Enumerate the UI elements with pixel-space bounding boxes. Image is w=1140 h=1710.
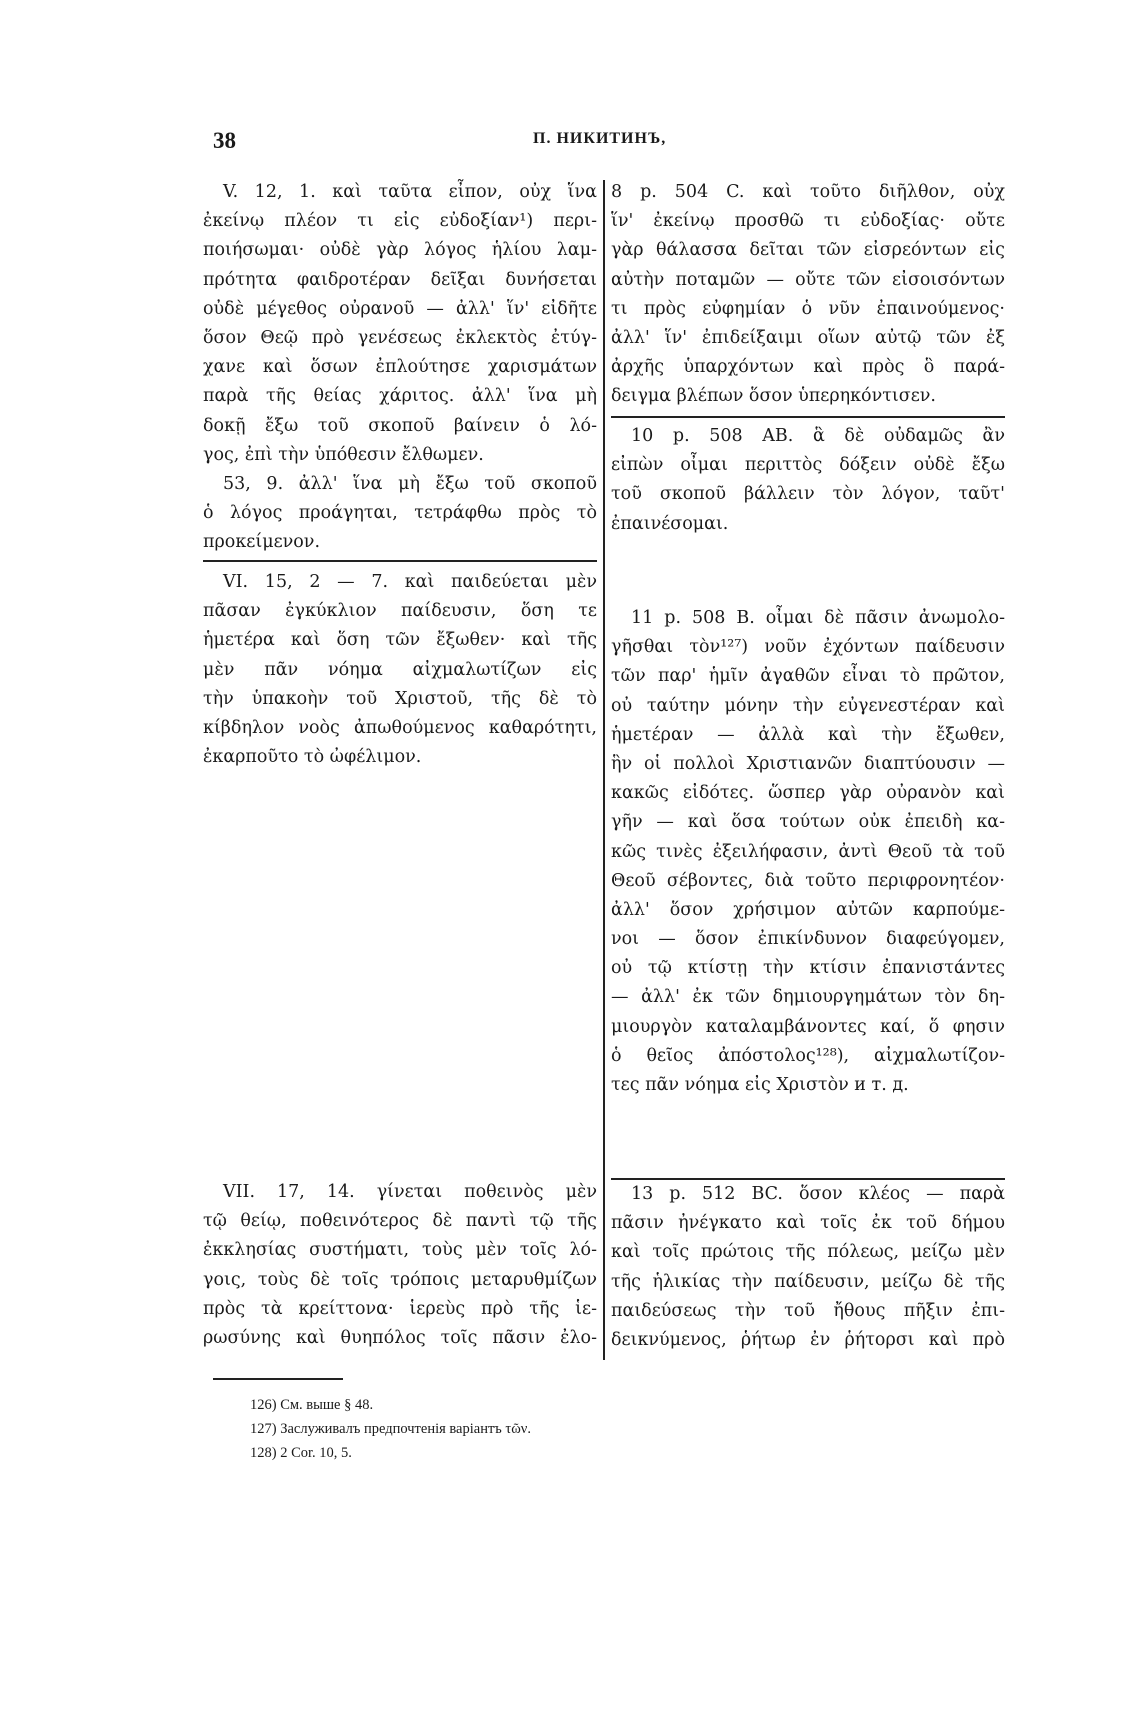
section-rule — [611, 416, 1005, 418]
text-line: ὁ θεῖος ἀπόστολος¹²⁸), αἰχμαλωτίζον- — [611, 1045, 1005, 1066]
text-line: παρὰ τῆς θείας χάριτος. ἀλλ' ἵνα μὴ — [203, 386, 597, 407]
text-line: πρὸς τὰ κρείττονα· ἱερεὺς πρὸ τῆς ἱε- — [203, 1298, 597, 1319]
text-line: γος, ἐπὶ τὴν ὑπόθεσιν ἔλθωμεν. — [203, 444, 484, 465]
text-line: οὐ τῷ κτίστῃ τὴν κτίσιν ἐπανιστάντες — [611, 958, 1005, 979]
section-vi — [203, 568, 597, 772]
text-line: ἐκαρποῦτο τὸ ὠφέλιμον. — [203, 747, 422, 768]
text-line: πᾶσαν ἐγκύκλιον παίδευσιν, ὅση τε — [203, 601, 597, 622]
text-line: πρότητα φαιδροτέραν δεῖξαι δυνήσεται — [203, 269, 597, 290]
text-line: κακῶς εἰδότες. ὥσπερ γὰρ οὐρανὸν καὶ — [611, 783, 1005, 804]
text-line: ἣν οἱ πολλοὶ Χριστιανῶν διαπτύουσιν — — [611, 753, 1005, 774]
text-line: γὰρ θάλασσα δεῖται τῶν εἰσρεόντων εἰς — [611, 240, 1005, 261]
text-line: ἀλλ' ἵν' ἐπιδείξαιμι οἵων αὐτῷ τῶν ἐξ — [611, 327, 1005, 348]
text-line: αὐτὴν ποταμῶν — οὔτε τῶν εἰσοισόντων — [611, 269, 1005, 290]
text-line: τῆς ἡλικίας τὴν παίδευσιν, μείζω δὲ τῆς — [611, 1271, 1005, 1292]
text-line: γῆσθαι τὸν¹²⁷) νοῦν ἐχόντων παίδευσιν — [611, 637, 1005, 658]
column-divider — [603, 180, 605, 1360]
text-line: ἡμετέραν — ἀλλὰ καὶ τὴν ἔξωθεν, — [611, 724, 1005, 745]
text-line: τες πᾶν νόημα εἰς Χριστὸν и т. д. — [611, 1075, 909, 1095]
text-line: V. 12, 1. καὶ ταῦτα εἶπον, οὐχ ἵνα — [223, 182, 597, 202]
text-line: νοι — ὅσον ἐπικίνδυνον διαφεύγομεν, — [611, 929, 1005, 950]
text-line: γοις, τοὺς δὲ τοῖς τρόποις μεταρυθμίζων — [203, 1269, 597, 1290]
right-column — [611, 178, 1005, 1358]
text-line: τι πρὸς εὐφημίαν ὁ νῦν ἐπαινούμενος· — [611, 298, 1005, 319]
text-line: VII. 17, 14. γίνεται ποθεινὸς μὲν — [223, 1182, 597, 1202]
text-line: ρωσύνης καὶ θυηπόλος τοῖς πᾶσιν ἐλο- — [203, 1327, 597, 1348]
section-v — [203, 178, 597, 557]
text-line: γῆν — καὶ ὅσα τούτων οὐκ ἐπειδὴ κα- — [611, 812, 1005, 833]
text-line: κῶς τινὲς ἐξειλήφασιν, ἀντὶ Θεοῦ τὰ τοῦ — [611, 841, 1005, 862]
section-10 — [611, 422, 1005, 539]
text-line: ἡμετέρα καὶ ὅση τῶν ἔξωθεν· καὶ τῆς — [203, 630, 597, 651]
text-line: ὅσον Θεῷ πρὸ γενέσεως ἐκλεκτὸς ἐτύγ- — [203, 327, 597, 348]
text-line: ἀρχῆς ὑπαρχόντων καὶ πρὸς ὃ παρά- — [611, 357, 1005, 378]
text-line: καὶ τοῖς πρώτοις τῆς πόλεως, μείζω μὲν — [611, 1242, 1005, 1263]
text-line: 11 p. 508 B. οἶμαι δὲ πᾶσιν ἀνωμολο- — [631, 608, 1005, 628]
text-line: δοκῇ ἔξω τοῦ σκοποῦ βαίνειν ὁ λό- — [203, 415, 597, 436]
section-vii — [203, 1178, 597, 1353]
text-line: χανε καὶ ὅσων ἐπλούτησε χαρισμάτων — [203, 357, 597, 378]
text-line: μὲν πᾶν νόημα αἰχμαλωτίζων εἰς — [203, 659, 597, 680]
text-line: εἰπὼν οἶμαι περιττὸς δόξειν οὐδὲ ἔξω — [611, 455, 1005, 476]
text-line: οὐ ταύτην μόνην τὴν εὐγενεστέραν καὶ — [611, 695, 1005, 716]
text-line: ποιήσωμαι· οὐδὲ γὰρ λόγος ἡλίου λαμ- — [203, 240, 597, 261]
text-line: τῶν παρ' ἡμῖν ἀγαθῶν εἶναι τὸ πρῶτον, — [611, 666, 1005, 687]
section-8 — [611, 178, 1005, 412]
text-line: Θεοῦ σέβοντες, διὰ τοῦτο περιφρονητέον· — [611, 870, 1005, 891]
text-line: μιουργὸν καταλαμβάνοντες καί, ὅ φησιν — [611, 1016, 1005, 1037]
text-line: — ἀλλ' ἐκ τῶν δημιουργημάτων τὸν δη- — [611, 987, 1005, 1008]
text-line: τὴν ὑπακοὴν τοῦ Χριστοῦ, τῆς δὲ τὸ — [203, 688, 597, 709]
footnote-rule — [213, 1378, 343, 1380]
text-line: 10 p. 508 AB. ἃ δὲ οὐδαμῶς ἂν — [631, 426, 1005, 446]
text-line: ἀλλ' ὅσον χρήσιμον αὐτῶν καρπούμε- — [611, 899, 1005, 920]
page-number: 38 — [213, 128, 236, 153]
text-line: οὐδὲ μέγεθος οὐρανοῦ — ἀλλ' ἵν' εἰδῆτε — [203, 298, 597, 319]
text-line: παιδεύσεως τὴν τοῦ ἤθους πῆξιν ἐπι- — [611, 1300, 1005, 1321]
text-line: ἐκείνῳ πλέον τι εἰς εὐδοξίαν¹) περι- — [203, 211, 597, 232]
left-column — [203, 178, 597, 1358]
section-11 — [611, 604, 1005, 1100]
text-line: τῷ θείῳ, ποθεινότερος δὲ παντὶ τῷ τῆς — [203, 1211, 597, 1232]
text-line: δειγμα βλέπων ὅσον ὑπερηκόντισεν. — [611, 386, 936, 407]
text-line: 8 p. 504 C. καὶ τοῦτο διῆλθον, οὐχ — [611, 182, 1005, 202]
text-line: ὁ λόγος προάγηται, τετράφθω πρὸς τὸ — [203, 503, 597, 524]
text-line: 53, 9. ἀλλ' ἵνα μὴ ἔξω τοῦ σκοποῦ — [223, 473, 597, 494]
section-rule — [203, 560, 597, 562]
footnote-128: 128) 2 Cor. 10, 5. — [250, 1445, 352, 1461]
running-head: П. НИКИТИНЪ, — [533, 130, 667, 147]
text-line: ἵν' ἐκείνῳ προσθῶ τι εὐδοξίας· οὔτε — [611, 211, 1005, 232]
footnote-127: 127) Заслуживалъ предпочтенія варіантъ τῶν. — [250, 1421, 531, 1437]
text-line: ἐκκλησίας συστήματι, τοὺς μὲν τοῖς λό- — [203, 1240, 597, 1261]
text-line: πᾶσιν ἠνέγκατο καὶ τοῖς ἐκ τοῦ δήμου — [611, 1213, 1005, 1234]
text-line: ἐπαινέσομαι. — [611, 513, 729, 534]
text-line: VI. 15, 2 — 7. καὶ παιδεύεται μὲν — [223, 572, 597, 592]
text-line: τοῦ σκοποῦ βάλλειν τὸν λόγον, ταῦτ' — [611, 484, 1005, 505]
text-line: κίβδηλον νοὸς ἀπωθούμενος καθαρότητι, — [203, 717, 597, 738]
footnote-126: 126) См. выше § 48. — [250, 1397, 374, 1413]
footnotes — [250, 1393, 750, 1465]
text-line: 13 p. 512 BC. ὅσον κλέος — παρὰ — [631, 1184, 1005, 1204]
text-line: δεικνύμενος, ῥήτωρ ἐν ῥήτορσι καὶ πρὸ — [611, 1329, 1005, 1350]
section-13 — [611, 1180, 1005, 1355]
text-line: προκείμενον. — [203, 532, 321, 553]
